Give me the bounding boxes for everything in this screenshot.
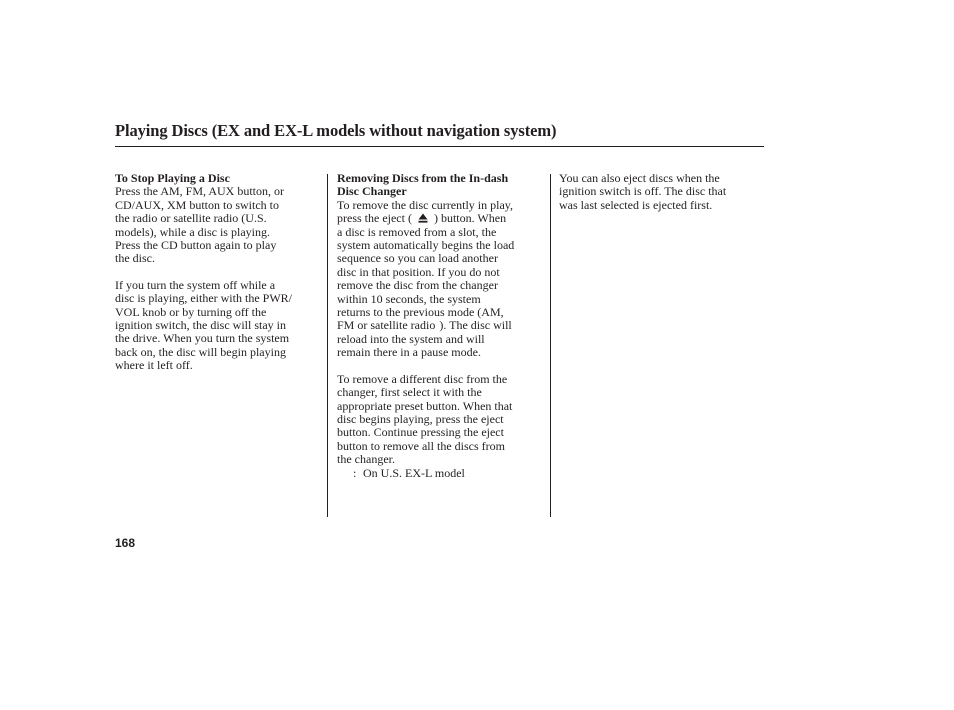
removing-discs-heading	[337, 172, 545, 199]
text-line: sequence so you can load another	[337, 251, 498, 266]
column-2	[337, 172, 545, 480]
page-title: Playing Discs (EX and EX-L models without navigation system)	[115, 121, 557, 140]
text-line: the radio or satellite radio (U.S.	[115, 211, 267, 226]
column-divider-2	[550, 174, 551, 517]
text-line: button to remove all the discs from	[337, 438, 505, 453]
text-line: ignition switch, the disc will stay in	[115, 318, 286, 333]
text-line: the disc.	[115, 251, 155, 266]
text-line: ignition switch is off. The disc that	[559, 184, 727, 199]
text-line: Press the AM, FM, AUX button, or	[115, 184, 285, 199]
text-line: Press the CD button again to play	[115, 238, 277, 253]
text-line: To remove a different disc from the	[337, 371, 508, 386]
text-line: button. Continue pressing the eject	[337, 425, 504, 440]
text-line: FM or satellite radio	[337, 318, 436, 333]
text-line: disc in that position. If you do not	[337, 264, 500, 279]
removing-discs-paragraph-2	[337, 373, 545, 467]
text-line: ) button. When	[433, 211, 507, 226]
column-3	[559, 172, 759, 212]
text-line: To remove the disc currently in play,	[337, 197, 513, 212]
text-line: within 10 seconds, the system	[337, 291, 481, 306]
text-line: remove the disc from the changer	[337, 278, 498, 293]
heading-line: Disc Changer	[337, 184, 407, 199]
text-line: reload into the system and will	[337, 331, 485, 346]
text-line: If you turn the system off while a	[115, 277, 276, 292]
text-line: ). The disc will	[439, 318, 512, 333]
heading-line: Removing Discs from the In-dash	[337, 171, 509, 185]
footnote-marker: :	[353, 465, 357, 480]
column-divider-1	[327, 174, 328, 517]
removing-discs-paragraph-1	[337, 199, 545, 360]
text-line: back on, the disc will begin playing	[115, 344, 286, 359]
text-line: where it left off.	[115, 358, 193, 373]
footnote-text: On U.S. EX-L model	[363, 465, 465, 480]
text-line: system automatically begins the load	[337, 238, 515, 253]
stop-playing-paragraph-2	[115, 279, 321, 373]
stop-playing-heading: To Stop Playing a Disc	[115, 171, 230, 185]
text-line: appropriate preset button. When that	[337, 398, 513, 413]
stop-playing-paragraph-1	[115, 185, 321, 265]
text-line: a disc is removed from a slot, the	[337, 224, 497, 239]
column-1	[115, 172, 321, 373]
text-line: remain there in a pause mode.	[337, 345, 481, 360]
text-line: models), while a disc is playing.	[115, 224, 270, 239]
text-line: the changer.	[337, 452, 395, 467]
page-number: 168	[115, 536, 136, 550]
text-line: CD/AUX, XM button to switch to	[115, 197, 280, 212]
text-line: was last selected is ejected first.	[559, 197, 713, 212]
text-line: disc begins playing, press the eject	[337, 411, 504, 426]
text-line: returns to the previous mode (AM,	[337, 305, 504, 320]
eject-icon	[412, 212, 434, 225]
eject-ignition-off-paragraph	[559, 172, 759, 212]
text-line: changer, first select it with the	[337, 385, 482, 400]
footnote	[337, 467, 545, 480]
text-line: the drive. When you turn the system	[115, 331, 290, 346]
text-line: You can also eject discs when the	[559, 171, 720, 185]
text-line: VOL knob or by turning off the	[115, 304, 267, 319]
title-rule	[115, 146, 764, 147]
text-line: press the eject (	[337, 211, 412, 226]
text-line: disc is playing, either with the PWR/	[115, 291, 292, 306]
